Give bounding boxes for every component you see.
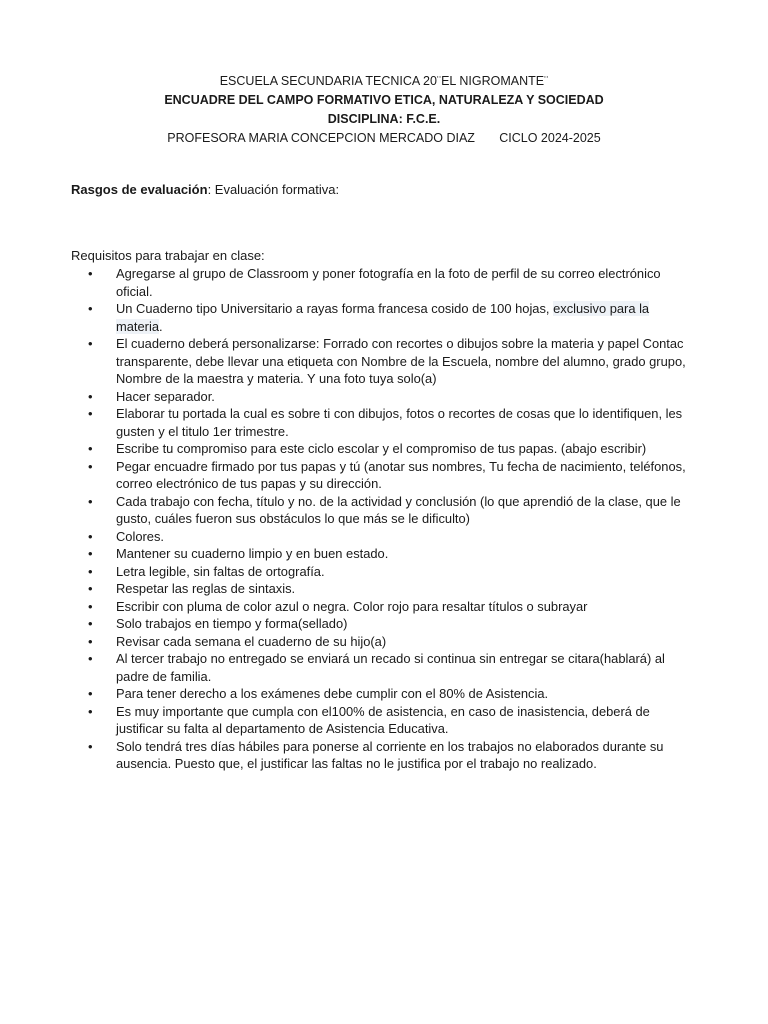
list-item: • Un Cuaderno tipo Universitario a rayas forma francesa cosido de 100 hojas, exclusivo para la materia.	[88, 300, 698, 335]
requisitos-list	[88, 265, 698, 773]
list-item: • El cuaderno deberá personalizarse: Forrado con recortes o dibujos sobre la materia y papel Contac transparente, debe llevar una etiqueta con Nombre de la Escuela, nombre del alumno, grado grupo, Nombre de la maestra y materia. Y una foto tuya solo(a)	[88, 335, 698, 388]
highlighted-text: exclusivo para la materia	[116, 301, 650, 334]
list-item: • Escribir con pluma de color azul o negra. Color rojo para resaltar títulos o subrayar	[88, 598, 698, 616]
list-item: • Cada trabajo con fecha, título y no. de la actividad y conclusión (lo que aprendió de la clase, que le gusto, cuáles fueron sus obstáculos lo que más se le dificulto)	[88, 493, 698, 528]
list-item: • Es muy importante que cumpla con el100% de asistencia, en caso de inasistencia, deberá de justificar su falta al departamento de Asistencia Educativa.	[88, 703, 698, 738]
list-item: • Colores.	[88, 528, 698, 546]
list-item: • Elaborar tu portada la cual es sobre ti con dibujos, fotos o recortes de cosas que lo identifiquen, les gusten y el titulo 1er trimestre.	[88, 405, 698, 440]
list-item: • Al tercer trabajo no entregado se enviará un recado si continua sin entregar se citara(hablará) al padre de familia.	[88, 650, 698, 685]
document-header	[0, 72, 768, 148]
disciplina-line: DISCIPLINA: F.C.E.	[327, 112, 441, 126]
list-item: • Hacer separador.	[88, 388, 698, 406]
list-item: • Pegar encuadre firmado por tus papas y tú (anotar sus nombres, Tu fecha de nacimiento, teléfonos, correo electrónico de tus papas y su dirección.	[88, 458, 698, 493]
list-item: • Solo trabajos en tiempo y forma(sellado)	[88, 615, 698, 633]
list-item: • Solo tendrá tres días hábiles para ponerse al corriente en los trabajos no elaborados durante su ausencia. Puesto que, el justificar las faltas no le justifica por el trabajo no realizado.	[88, 738, 698, 773]
rasgos-value: : Evaluación formativa:	[207, 182, 340, 197]
encuadre-title: ENCUADRE DEL CAMPO FORMATIVO ETICA, NATURALEZA Y SOCIEDAD	[164, 93, 604, 107]
list-item: • Respetar las reglas de sintaxis.	[88, 580, 698, 598]
school-name: ESCUELA SECUNDARIA TECNICA 20¨EL NIGROMANTE¨	[219, 74, 549, 88]
list-item: • Mantener su cuaderno limpio y en buen estado.	[88, 545, 698, 563]
list-item: • Escribe tu compromiso para este ciclo escolar y el compromiso de tus papas. (abajo escribir)	[88, 440, 698, 458]
list-item: • Agregarse al grupo de Classroom y poner fotografía en la foto de perfil de su correo electrónico oficial.	[88, 265, 698, 300]
profesora-line: PROFESORA MARIA CONCEPCION MERCADO DIAZ CICLO 2024-2025	[167, 131, 601, 145]
rasgos-label: Rasgos de evaluación	[71, 182, 208, 197]
list-item: • Revisar cada semana el cuaderno de su hijo(a)	[88, 633, 698, 651]
rasgos-evaluacion	[71, 181, 339, 199]
requisitos-title: Requisitos para trabajar en clase:	[71, 248, 265, 263]
list-item: • Letra legible, sin faltas de ortografía.	[88, 563, 698, 581]
list-item: • Para tener derecho a los exámenes debe cumplir con el 80% de Asistencia.	[88, 685, 698, 703]
